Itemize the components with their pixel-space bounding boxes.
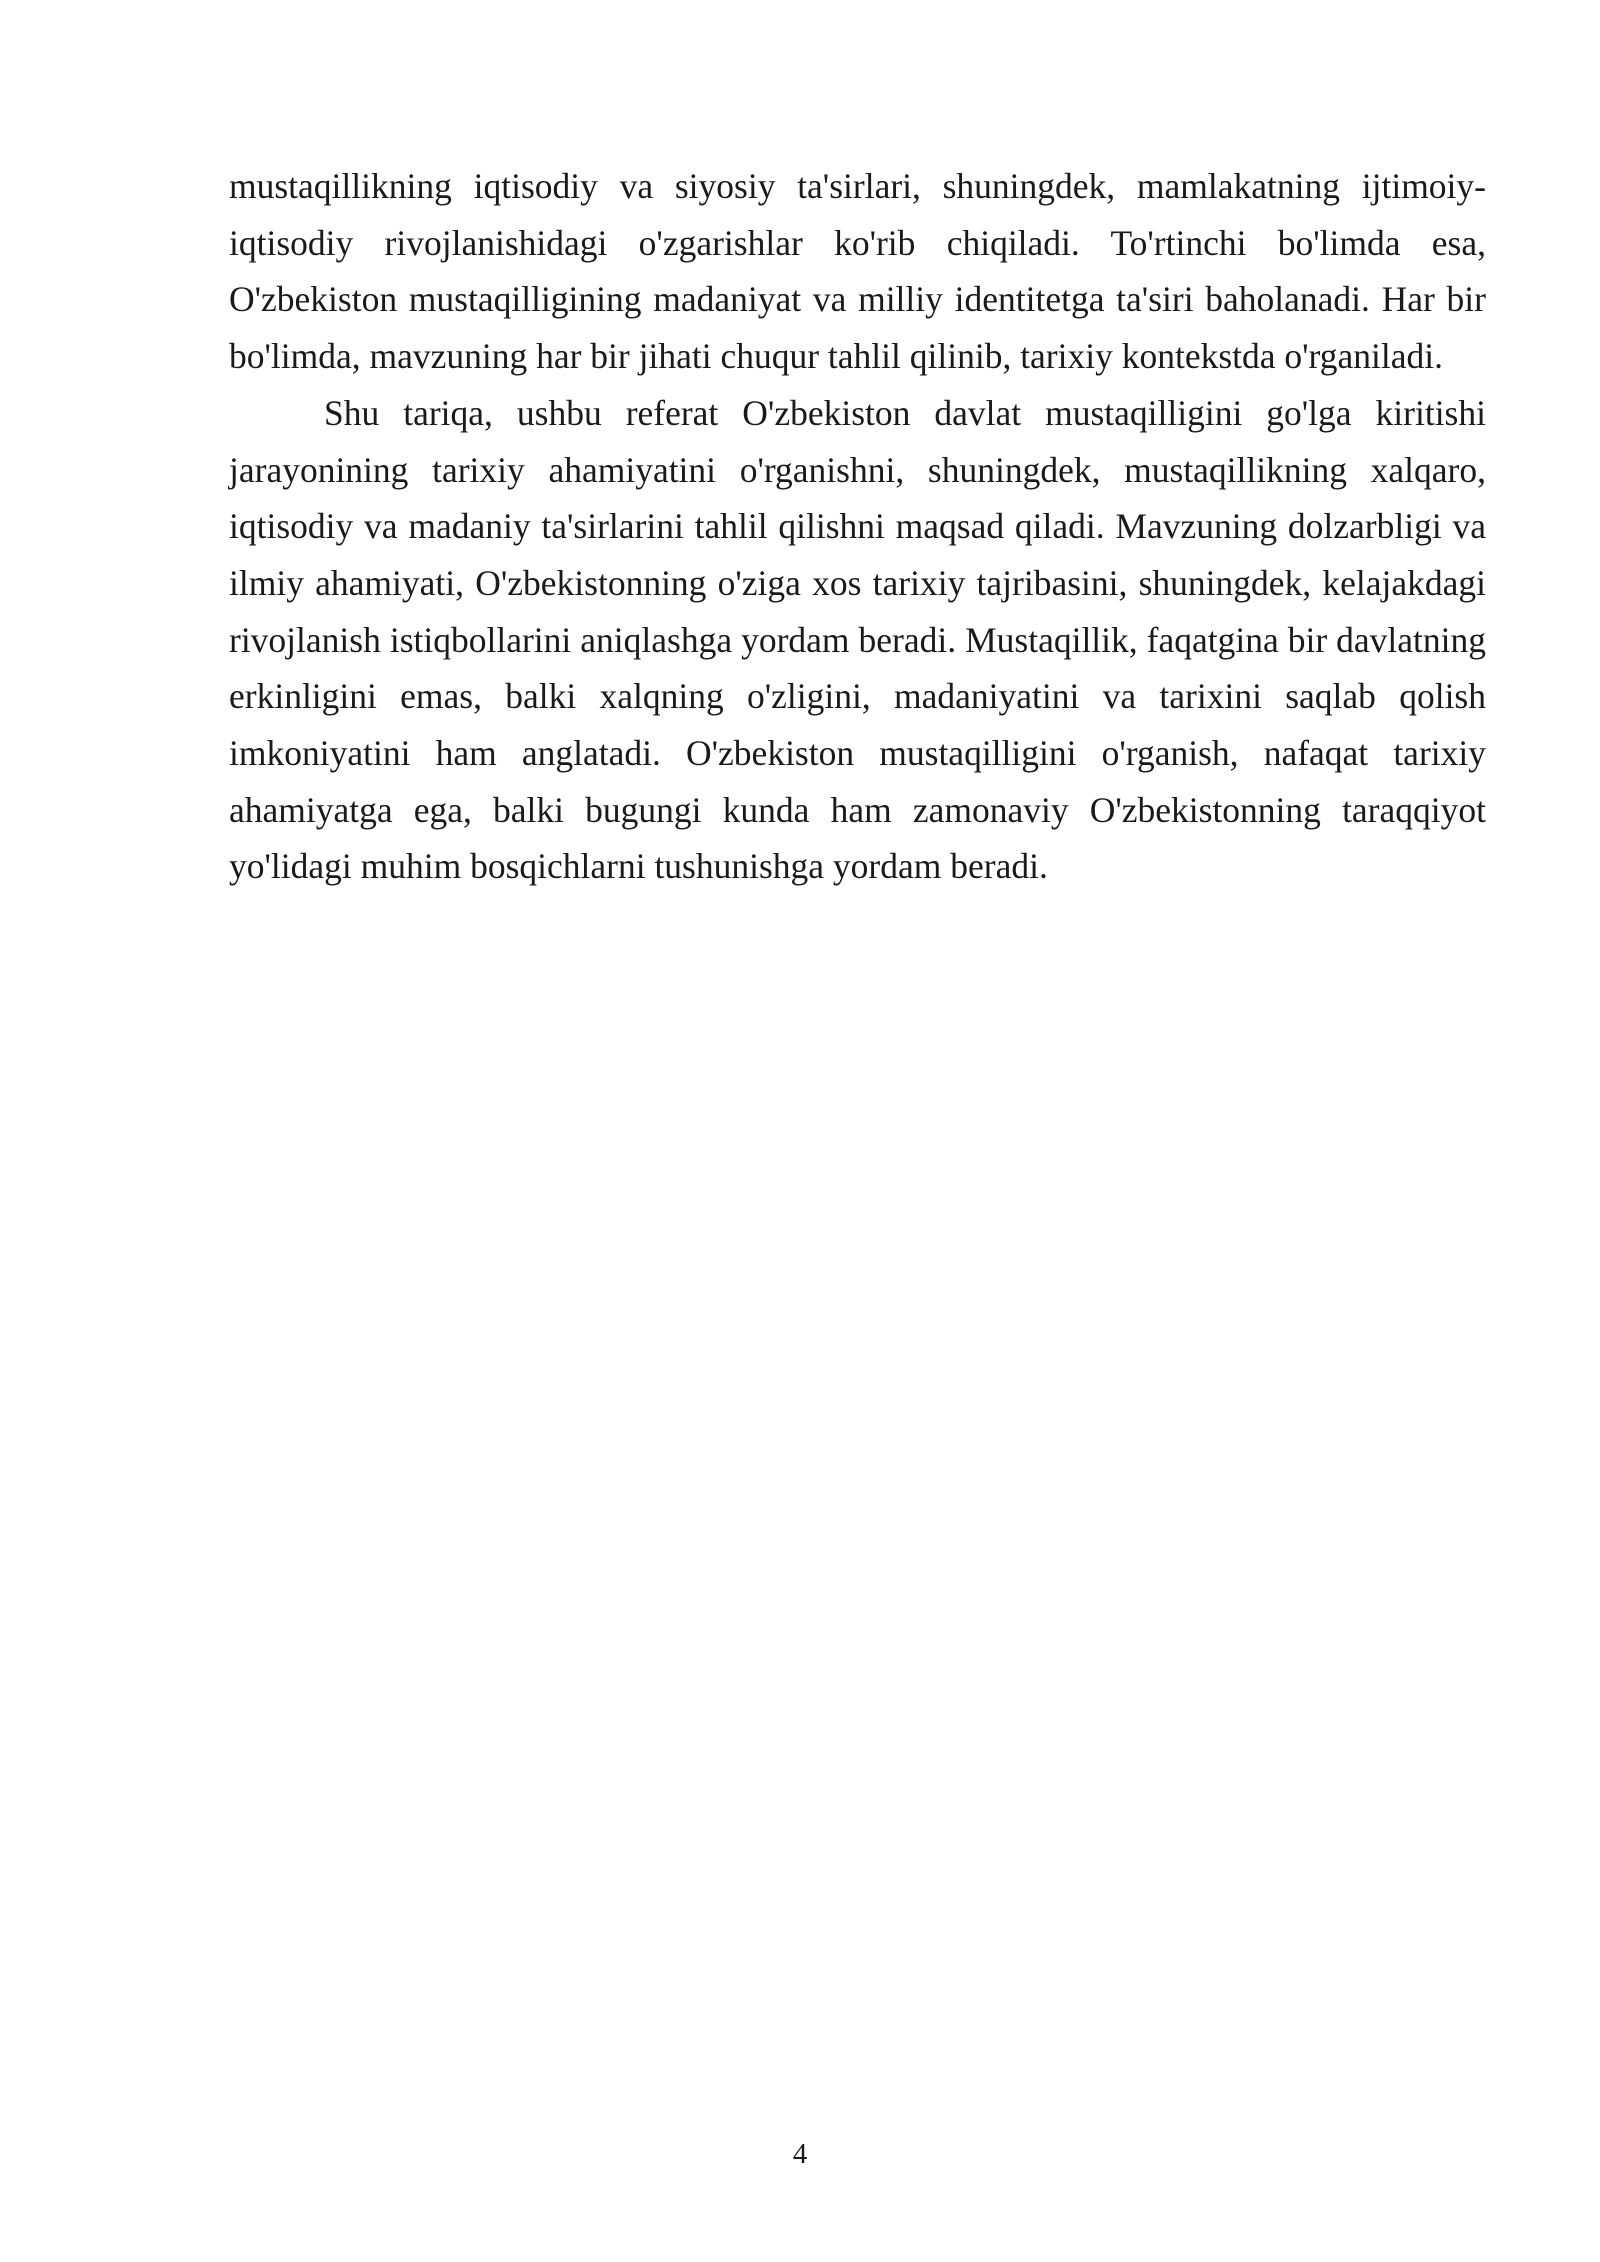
body-text [229,158,1486,895]
paragraph-continuation: mustaqillikning iqtisodiy va siyosiy ta'sirlari, shuningdek, mamlakatning ijtimoiy-iqtisodiy rivojlanishidagi o'zgarishlar ko'rib chiqiladi. To'rtinchi bo'limda esa, O'zbekiston mustaqilligining madaniyat va milliy identitetga ta'siri baholanadi. Har bir bo'limda, mavzuning har bir jihati chuqur tahlil qilinib, tarixiy kontekstda o'rganiladi. [229,166,1486,377]
page-number: 4 [792,2138,808,2170]
paragraph-conclusion: Shu tariqa, ushbu referat O'zbekiston davlat mustaqilligini go'lga kiritishi jarayonining tarixiy ahamiyatini o'rganishni, shuningdek, mustaqillikning xalqaro, iqtisodiy va madaniy ta'sirlarini tahlil qilishni maqsad qiladi. Mavzuning dolzarbligi va ilmiy ahamiyati, O'zbekistonning o'ziga xos tarixiy tajribasini, shuningdek, kelajakdagi rivojlanish istiqbollarini aniqlashga yordam beradi. Mustaqillik, faqatgina bir davlatning erkinligini emas, balki xalqning o'zligini, madaniyatini va tarixini saqlab qolish imkoniyatini ham anglatadi. O'zbekiston mustaqilligini o'rganish, nafaqat tarixiy ahamiyatga ega, balki bugungi kunda ham zamonaviy O'zbekistonning taraqqiyot yo'lidagi muhim bosqichlarni tushunishga yordam beradi. [229,392,1486,887]
